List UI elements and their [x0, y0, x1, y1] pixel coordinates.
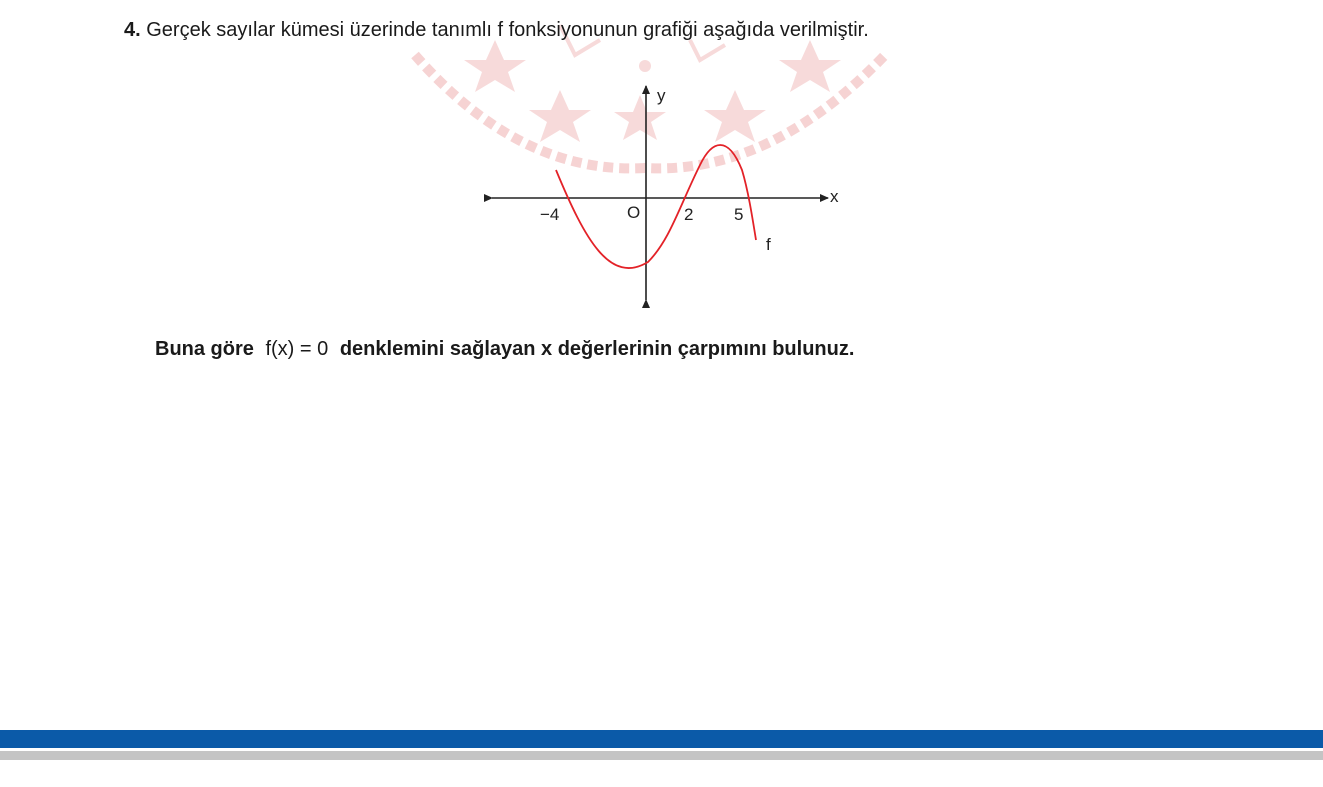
question-text: Gerçek sayılar kümesi üzerinde tanımlı f fonksiyonunun grafiği aşağıda verilmiştir.	[146, 19, 869, 41]
function-graph	[480, 80, 860, 310]
origin-label: O	[627, 203, 641, 222]
tick-label-2: 2	[684, 205, 694, 224]
question-number: 4.	[124, 19, 141, 41]
x-axis-label: x	[830, 187, 839, 206]
function-curve	[556, 145, 756, 268]
tick-label-neg4: −4	[540, 205, 560, 224]
footer-blue-band	[0, 730, 1323, 748]
tick-label-5: 5	[734, 205, 744, 224]
question-line	[124, 17, 869, 43]
prompt-rest: denklemini sağlayan x değerlerinin çarpımını bulunuz.	[339, 338, 855, 360]
function-label: f	[766, 235, 771, 254]
footer-gray-band	[0, 751, 1323, 760]
y-axis-label: y	[657, 86, 666, 105]
prompt-line	[155, 336, 854, 362]
prompt-lead: Buna göre	[155, 338, 254, 360]
prompt-equation: f(x) = 0	[265, 338, 329, 360]
